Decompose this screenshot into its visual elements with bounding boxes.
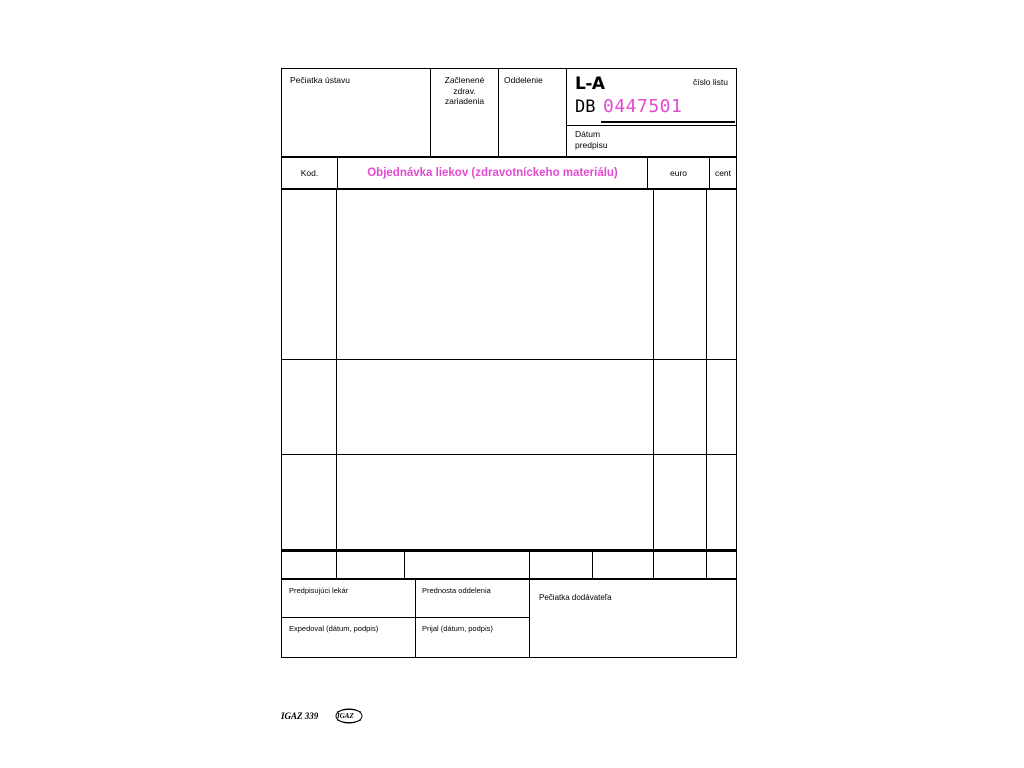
institution-stamp-cell xyxy=(282,69,431,157)
institution-stamp-label: Pečiatka ústavu xyxy=(290,75,351,85)
column-header-euro: euro xyxy=(648,157,710,189)
totals-vertical-line-6 xyxy=(706,551,707,579)
serial-number-underline xyxy=(601,121,735,123)
form-identification-cell xyxy=(567,69,736,157)
prescription-date-label-line1: Dátum xyxy=(575,129,601,139)
grid-row-divider-2 xyxy=(282,454,736,455)
form-code-label: L-A xyxy=(575,74,605,94)
totals-vertical-line-5 xyxy=(653,551,654,579)
form-main-title: Objednávka liekov (zdravotníckeho materiálu) xyxy=(367,167,618,179)
signature-block xyxy=(281,578,530,658)
totals-row xyxy=(281,550,737,580)
table-column-header-row xyxy=(281,156,737,190)
grid-vertical-line-cent xyxy=(706,189,707,551)
document-serial-number: 0447501 xyxy=(603,96,683,117)
totals-vertical-line-3 xyxy=(529,551,530,579)
supplier-stamp-label: Pečiatka dodávateľa xyxy=(539,593,612,602)
grid-row-divider-1 xyxy=(282,359,736,360)
affiliated-facilities-label-line3: zariadenia xyxy=(444,96,485,107)
order-items-grid xyxy=(281,188,737,552)
affiliated-facilities-label-line1: Začlenené xyxy=(444,75,485,85)
department-label: Oddelenie xyxy=(504,75,543,85)
received-label: Prijal (dátum, podpis) xyxy=(422,624,493,633)
sheet-code-label: IGAZ 339 xyxy=(281,711,319,721)
header-divider-line xyxy=(567,125,736,126)
totals-vertical-line-1 xyxy=(336,551,337,579)
prescribing-doctor-label: Predpisujúci lekár xyxy=(289,586,349,595)
db-prefix-label: DB xyxy=(575,97,596,117)
column-header-kod: Kod. xyxy=(282,157,338,189)
igaz-logo-text: IGAZ xyxy=(337,712,354,720)
grid-vertical-line-kod xyxy=(336,189,337,551)
sheet-number-label: číslo listu xyxy=(693,77,728,87)
affiliated-facilities-label-line2: zdrav. xyxy=(453,85,476,96)
grid-vertical-line-euro xyxy=(653,189,654,551)
form-header-band xyxy=(281,68,737,158)
affiliated-facilities-cell xyxy=(431,69,499,157)
head-of-department-label: Prednosta oddelenia xyxy=(422,586,491,595)
column-header-cent: cent xyxy=(714,168,732,178)
supplier-stamp-cell xyxy=(530,578,737,658)
department-cell xyxy=(499,69,567,157)
column-header-main xyxy=(338,157,648,189)
igaz-logo xyxy=(333,706,365,726)
dispatched-label: Expedoval (dátum, podpis) xyxy=(289,624,379,633)
totals-vertical-line-2 xyxy=(404,551,405,579)
totals-vertical-line-4 xyxy=(592,551,593,579)
prescription-date-cell xyxy=(575,129,608,151)
signature-block-horizontal-divider xyxy=(282,617,529,618)
prescription-date-label-line2: predpisu xyxy=(575,140,608,151)
order-form-sheet xyxy=(281,68,737,633)
